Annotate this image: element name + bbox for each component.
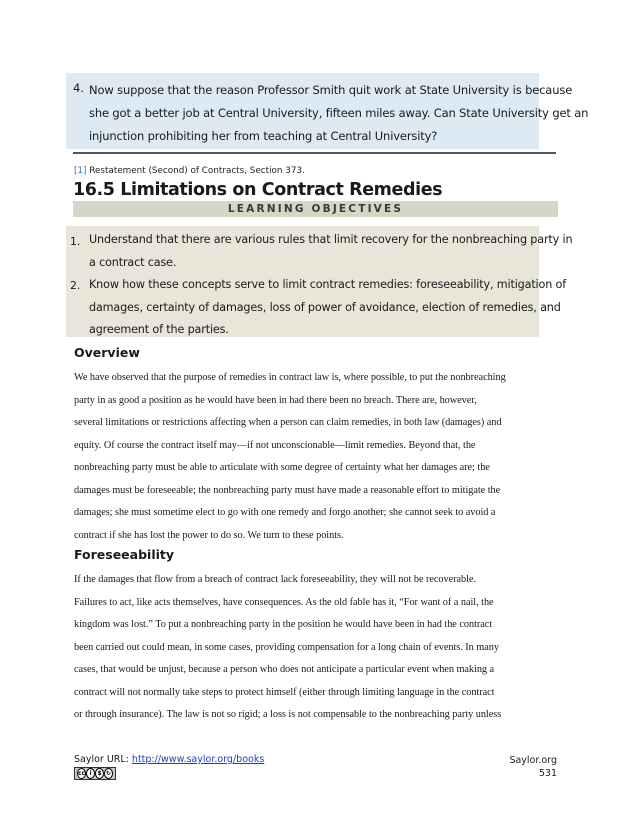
paragraph-line: kingdom was lost.” To put a nonbreaching party in the position he would have been in had the contract — [74, 619, 493, 630]
paragraph-line: nonbreaching party must be able to articulate with some degree of certainty what her damages are; the — [74, 462, 490, 473]
paragraph-line: Failures to act, like acts themselves, have consequences. As the old fable has it, “For want of a nail, the — [74, 596, 494, 608]
exercise-line: Now suppose that the reason Professor Smith quit work at State University is because — [89, 83, 573, 97]
paragraph-line: several limitations or restrictions affecting when a person can claim remedies, in both law (damages) and — [74, 417, 502, 428]
exercise-line: injunction prohibiting her from teaching at Central University? — [89, 129, 438, 143]
creative-commons-icon — [74, 767, 116, 780]
paragraph-line: party in as good a position as he would have been in had there been no breach. There are, however, — [74, 394, 477, 406]
page-number: 531 — [538, 768, 557, 779]
footer-url-link[interactable]: http://www.saylor.org/books — [131, 754, 265, 765]
paragraph-line: damages must be foreseeable; the nonbreaching party must have made a reasonable effort to mitigate the — [74, 484, 501, 496]
cc-by-icon: i — [86, 768, 95, 779]
overview-heading: Overview — [74, 345, 140, 360]
objective-line: a contract case. — [89, 255, 177, 269]
paragraph-line: contract will not normally take steps to protect himself (either through limiting language in the contract — [74, 686, 495, 698]
objective-line: Know how these concepts serve to limit contract remedies: foreseeability, mitigation of — [89, 278, 567, 291]
objective-line: Understand that there are various rules that limit recovery for the nonbreaching party in — [89, 233, 573, 246]
objective-line: agreement of the parties. — [89, 323, 229, 336]
exercise-number: 4. — [73, 81, 84, 95]
section-title: 16.5 Limitations on Contract Remedies — [73, 180, 443, 200]
divider — [73, 152, 556, 154]
footer-site: Saylor.org — [509, 755, 557, 766]
paragraph-line: or through insurance). The law is not so rigid; a loss is not compensable to the nonbreaching party unless — [74, 709, 502, 720]
objective-item — [89, 274, 567, 342]
cc-license-mark: cc — [78, 770, 86, 777]
foreseeability-paragraph — [74, 569, 564, 727]
paragraph-line: contract if she has lost the power to do so. We turn to these points. — [74, 529, 344, 541]
paragraph-line: cases, that would be unjust, because a person who does not anticipate a particular event when making a — [74, 664, 495, 675]
exercise-text — [89, 79, 589, 148]
footer-url-label: Saylor URL: — [74, 754, 132, 765]
objective-number: 1. — [70, 235, 81, 248]
paragraph-line: We have observed that the purpose of remedies in contract law is, where possible, to put the nonbreaching — [74, 372, 506, 383]
overview-paragraph — [74, 367, 564, 547]
paragraph-line: equity. Of course the contract itself may—if not unconscionable—limit remedies. Beyond that, the — [74, 439, 476, 451]
footnote — [74, 166, 305, 176]
exercise-line: she got a better job at Central University, fifteen miles away. Can State University get an — [89, 106, 589, 120]
footer-source — [74, 754, 264, 765]
paragraph-line: damages; she must sometime elect to go with one remedy and forgo another; she cannot seek to avoid a — [74, 507, 496, 518]
foreseeability-heading: Foreseeability — [74, 547, 175, 562]
objective-line: damages, certainty of damages, loss of power of avoidance, election of remedies, and — [89, 300, 561, 314]
footnote-ref-link[interactable]: [1] — [74, 166, 87, 176]
footer-page-info — [509, 754, 557, 780]
objective-item — [89, 229, 573, 274]
paragraph-line: If the damages that flow from a breach of contract lack foreseeability, they will not be recoverable. — [74, 574, 476, 585]
paragraph-line: been carried out could mean, in some cases, providing compensation for a long chain of events. In many — [74, 641, 499, 653]
cc-nc-icon: $ — [95, 768, 104, 779]
cc-sa-icon: ↻ — [105, 770, 112, 777]
objective-number: 2. — [70, 279, 81, 292]
footnote-text: Restatement (Second) of Contracts, Section 373. — [86, 166, 305, 176]
learning-objectives-header: LEARNING OBJECTIVES — [73, 201, 558, 217]
